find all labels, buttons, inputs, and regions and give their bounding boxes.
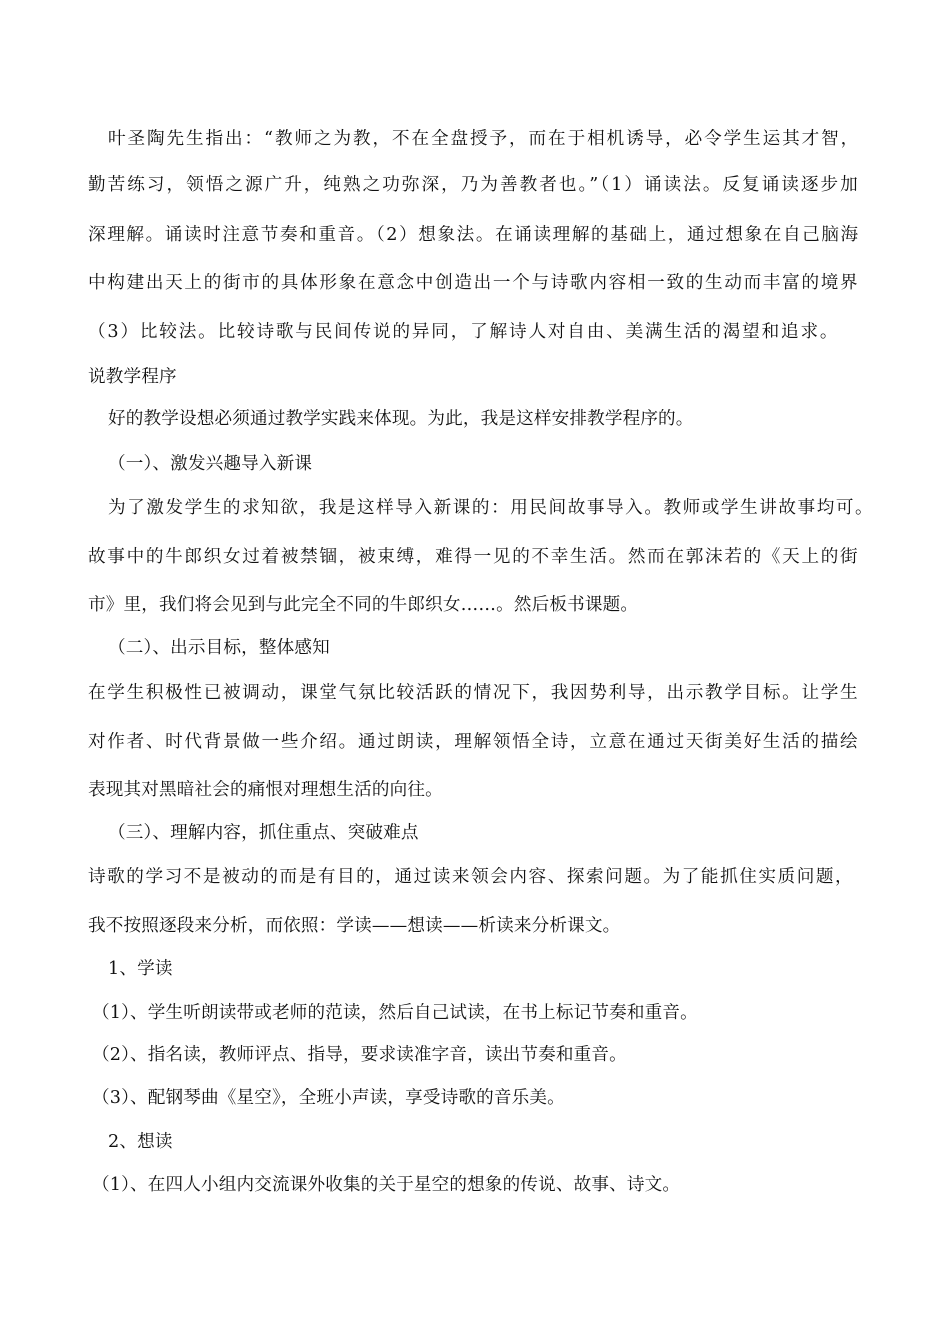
- paragraph-line: 在学生积极性已被调动，课堂气氛比较活跃的情况下，我因势利导，出示教学目标。让学生: [88, 683, 860, 703]
- paragraph-line: （3）比较法。比较诗歌与民间传说的异同，了解诗人对自由、美满生活的渴望和追求。: [88, 322, 840, 342]
- paragraph-line: 表现其对黑暗社会的痛恨对理想生活的向往。: [88, 780, 443, 800]
- subsection-heading: （三）、理解内容，抓住重点、突破难点: [108, 823, 419, 843]
- subsection-heading: （二）、出示目标，整体感知: [108, 638, 330, 658]
- list-item: （3）、配钢琴曲《星空》，全班小声读，享受诗歌的音乐美。: [92, 1088, 565, 1108]
- list-heading: 2、想读: [108, 1132, 173, 1152]
- paragraph-line: 为了激发学生的求知欲，我是这样导入新课的：用民间故事导入。教师或学生讲故事均可。: [108, 498, 875, 518]
- paragraph-line: 故事中的牛郎织女过着被禁锢，被束缚，难得一见的不幸生活。然而在郭沫若的《天上的街: [88, 547, 860, 567]
- list-item: （1）、学生听朗读带或老师的范读，然后自己试读，在书上标记节奏和重音。: [92, 1003, 698, 1023]
- list-heading: 1、学读: [108, 959, 173, 979]
- paragraph-line: 诗歌的学习不是被动的而是有目的，通过读来领会内容、探索问题。为了能抓住实质问题，: [88, 867, 855, 887]
- section-heading: 说教学程序: [88, 367, 177, 387]
- paragraph-line: 市》里，我们将会见到与此完全不同的牛郎织女……。然后板书课题。: [88, 595, 639, 615]
- paragraph-line: 深理解。诵读时注意节奏和重音。（2）想象法。在诵读理解的基础上，通过想象在自己脑海: [88, 225, 860, 245]
- paragraph-line: 叶圣陶先生指出：“教师之为教，不在全盘授予，而在于相机诱导，必令学生运其才智，: [108, 129, 861, 149]
- list-item: （1）、在四人小组内交流课外收集的关于星空的想象的传说、故事、诗文。: [92, 1175, 681, 1195]
- paragraph-line: 好的教学设想必须通过教学实践来体现。为此，我是这样安排教学程序的。: [108, 409, 694, 429]
- paragraph-line: 我不按照逐段来分析，而依照：学读——想读——析读来分析课文。: [88, 916, 621, 936]
- list-item: （2）、指名读，教师评点、指导，要求读准字音，读出节奏和重音。: [92, 1045, 627, 1065]
- subsection-heading: （一）、激发兴趣导入新课: [108, 454, 313, 474]
- paragraph-line: 对作者、时代背景做一些介绍。通过朗读，理解领悟全诗，立意在通过天街美好生活的描绘: [88, 732, 860, 752]
- paragraph-line: 中构建出天上的街市的具体形象在意念中创造出一个与诗歌内容相一致的生动而丰富的境界: [88, 273, 860, 293]
- paragraph-line: 勤苦练习，领悟之源广升，纯熟之功弥深，乃为善教者也。”（1）诵读法。反复诵读逐步加: [88, 175, 860, 195]
